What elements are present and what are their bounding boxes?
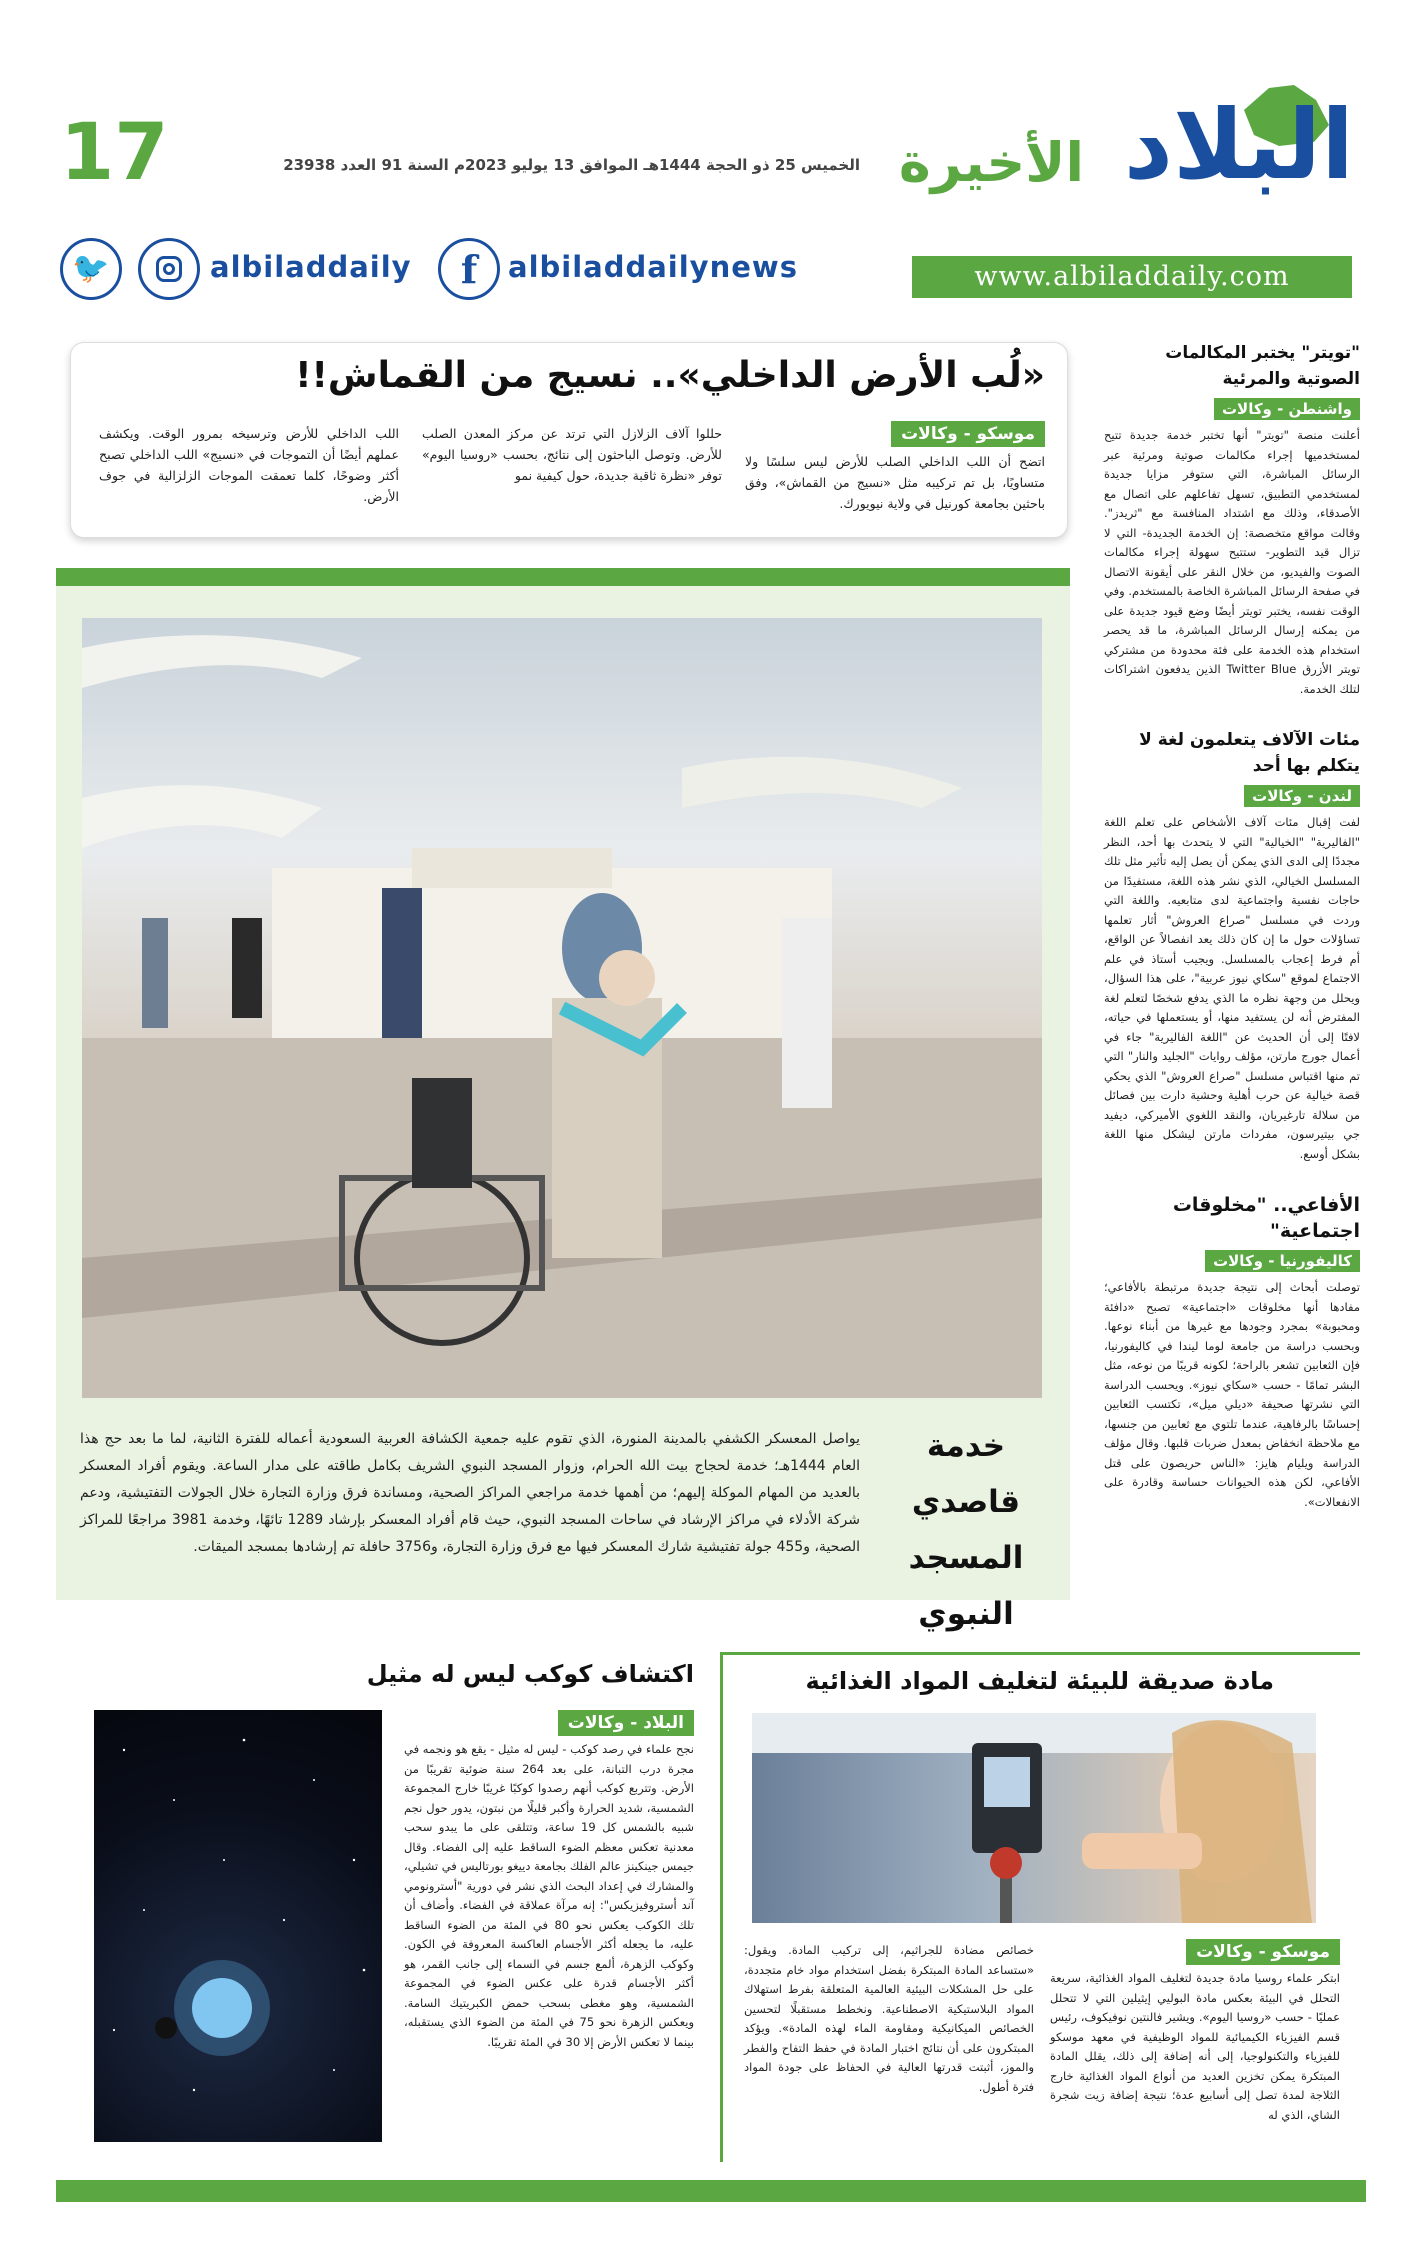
food-story-kicker: موسكو - وكالات	[1186, 1939, 1340, 1965]
sidebar-story-3	[1104, 1192, 1360, 1512]
photo-headline-line-3: النبوي	[918, 1596, 1014, 1632]
sidebar	[1104, 340, 1360, 1610]
facebook-icon[interactable]: f	[438, 238, 500, 300]
food-packaging-story	[720, 1652, 1360, 2162]
sidebar-story-3-kicker: كاليفورنيا - وكالات	[1205, 1250, 1360, 1272]
sidebar-story-2-text: لفت إقبال مئات آلاف الأشخاص على تعلم اللغة "الفاليرية" "الخيالية" التي لا يتحدث بها أحد، النظر مجددًا إلى الدى الذي يمكن أن يصل إليه تأثير مثل تلك المسلسل الخيالي، الذي نشر هذه اللغة، مستفيدًا من حاجات نفسية واجتماعية لدى متابعيه. واللغة التي وردت في مسلسل "صراع العروش" أثار تعلمها تساؤلات حول ما إن كان ذلك يعد انفصالاً عن الواقع، أم فرط إعجاب بالمسلسل. ويجيب أستاذ في علم الاجتماع لموقع "سكاي نيوز عربية"، على هذا السؤال، ويحلل من وجهة نظره ما الذي يدفع شخصًا لتعلم لغة المفترض أنه لن يستفيد منها، أو يستعملها في حياته، لافتًا إلى أن الحديث عن "اللغة الفاليرية" جاء في أعمال جورج مارتن، مؤلف روايات "الجليد والنار" التي تم منها اقتباس مسلسل "صراع العروش" الذي يحكي قصة خيالية عن حرب أهلية وحشية دارت بين فصائل من سلالة تارغيريان، والنقد اللغوي الأميركي، ديفيد جي بيتيرسون، مفردات مارتن ليشكل منها اللغة بشكل أوسع.	[1104, 815, 1360, 1161]
panel-top-bar	[56, 568, 1070, 586]
lead-story	[70, 342, 1068, 538]
planet-story-text: نجح علماء في رصد كوكب - ليس له مثيل - يقع هو ونجمه في مجرة درب التبانة، على بعد 264 سنة ضوئية تقريبًا من الأرض. وتتربع كوكب أنهم رصدوا كوكبًا غريبًا خارج المجموعة الشمسية، شديد الحرارة وأكبر قليلًا من نبتون، يدور حول نجم شبيه بالشمس كل 19 ساعة، وتتلقى على ما يبدو سحب معدنية تعكس معظم الضوء الساقط عليه إلى الفضاء. وقال جيمس جينكينز عالم الفلك بجامعة دييغو بورتاليس في تشيلي، والمشارك في إعداد البحث الذي نشر في دورية "أسترونومي آند أستروفيزيكس": إنه مرآة عملاقة في الفضاء. وأضاف أن تلك الكوكب يعكس نحو 80 في المئة من الضوء الساقط عليه، ما يجعله أكثر الأجسام العاكسة المعروفة في الكون. وكوكب الزهرة، ألمع جسم في السماء إلى جانب القمر، هو أكثر الأجسام قدرة على عكس الضوء في المجموعة الشمسية، وهو مغطى بسحب حمض الكبريتيك السامة. ويعكس الزهرة نحو 75 في المئة من الضوء الذي يستقبله، بينما لا تعكس الأرض إلا 30 في المئة تقريبًا.	[404, 1742, 694, 2049]
photo-story-panel	[56, 568, 1070, 1632]
planet-story	[94, 1652, 694, 2162]
food-story-col2: خصائص مضادة للجراثيم، إلى تركيب المادة. ويقول: «ستساعد المادة المبتكرة بفضل استخدام مواد خام متجددة، على حل المشكلات البيئية العالمية المتعلقة بفرط استهلاك المواد البلاستيكية الاصطناعية. ونخطط مستقبلًا لتحسين الخصائص الميكانيكية ومقاومة الماء لهذه المادة». ويؤكد المبتكرون على أن نتائج اختبار المادة في حفظ التفاح والفطر والموز، أثبتت قدرتها العالية في الحفاظ على جودة المواد فترة أطول.	[744, 1943, 1034, 2094]
planet-photo	[94, 1710, 382, 2142]
photo-headline-line-2: المسجد	[908, 1540, 1024, 1576]
section-title: الأخيرة	[898, 131, 1084, 194]
sidebar-story-1-kicker: واشنطن - وكالات	[1214, 398, 1360, 420]
sidebar-story-2-kicker: لندن - وكالات	[1244, 785, 1360, 807]
lead-story-col3: اللب الداخلي للأرض وترسيخه بمرور الوقت. ويكشف عملهم أيضًا أن التموجات في «نسيج» اللب الداخلي تصبح أكثر وضوحًا، كلما تعمقت الموجات الزلزالية في جوف الأرض.	[99, 426, 399, 504]
mosque-photo	[82, 618, 1042, 1398]
lab-photo	[752, 1713, 1316, 1923]
sidebar-story-1-title: "تويتر" يختبر المكالمات الصوتية والمرئية	[1165, 343, 1360, 389]
website-bar[interactable]	[912, 256, 1352, 298]
sidebar-story-1-text: أعلنت منصة "تويتر" أنها تختبر خدمة جديدة تتيح لمستخدميها إجراء مكالمات صوتية ومرئية عبر الرسائل المباشرة، التي ستوفر مزايا جديدة لمستخدمي التطبيق، تسهل تفاعلهم على اتصال مع الأصدقاء، وذلك مع اشتداد المنافسة مع "ثريدز". وقالت مواقع متخصصة: إن الخدمة الجديدة- التي لا تزال قيد التطوير- ستتيح سهولة إجراء مكالمات الصوت والفيديو، من خلال النقر على أيقونة الاتصال في صفحة الرسائل المباشرة الخاصة بالمستخدم. وفي الوقت نفسه، يختبر تويتر أيضًا وضع قيود جديدة على من يمكنه إرسال الرسائل المباشرة، ما قد يحصر استخدام هذه الخدمة على فئة محدودة من مشتركي تويتر الأزرق Twitter Blue الذين يدفعون اشتراكات لتلك الخدمة.	[1104, 428, 1360, 696]
photo-story-headline	[886, 1418, 1046, 1642]
photo-headline-line-1: خدمة قاصدي	[911, 1428, 1021, 1520]
instagram-handle[interactable]: albiladdaily	[210, 250, 412, 284]
planet-story-kicker: البلاد - وكالات	[558, 1710, 694, 1736]
social-row	[60, 236, 820, 302]
photo-story-text: يواصل المعسكر الكشفي بالمدينة المنورة، الذي تقوم عليه جمعية الكشافة العربية السعودية أعماله للفترة الثانية، لما ما بعد حج هذا العام 1444هـ؛ خدمة لحجاج بيت الله الحرام، وزوار المسجد النبوي الشريف بكامل طاقته على مدار الساعة. ويقوم أفراد المعسكر بالعديد من المهام الموكلة إليهم؛ من أهمها خدمة مراجعي المراكز الصحية، ومساندة فرق وزارة التجارة خلال الجولات التفتيشية، ودعم شركة الأدلاء في مراكز الإرشاد في ساحات المسجد النبوي، حيث قام أفراد المعسكر بإرشاد 1289 تائهًا، وخدمة 3981 مراجعًا للمراكز الصحية، و455 جولة تفتيشية شارك المعسكر فيها مع فرق وزارة التجارة، و3756 حافلة تم إرشادها بمسجد الميقات.	[80, 1431, 861, 1555]
food-story-title: مادة صديقة للبيئة لتغليف المواد الغذائية	[805, 1667, 1274, 1695]
sidebar-story-3-text: توصلت أبحاث إلى نتيجة جديدة مرتبطة بالأفاعي؛ مفادها أنها مخلوقات «اجتماعية» تصبح «دافئة ومحبوبة» بمجرد وجودها مع غيرها من أبناء نوعها. وبحسب دراسة من جامعة لوما ليندا في كاليفورنيا، فإن الثعابين تشعر بالراحة؛ لكونه قريبًا من نوعه، مثل البشر تمامًا - حسب «سكاي نيوز». ويحسب الدراسة التي نشرتها صحيفة «ديلي ميل»، تكتسب الثعابين إحساسًا بالرفاهية، عندما تلتوي مع ثعابين من جنسها، مع ملاحظة انخفاض بمعدل ضربات قلبها. وقال مؤلف الدراسة ويليام هايز: «الناس حريصون على قتل الأفاعي، لكن هذه الحيوانات حساسة وقادرة على الانفعالات».	[1104, 1280, 1360, 1509]
sidebar-story-2-title: مئات الآلاف يتعلمون لغة لا يتكلم بها أحد	[1139, 730, 1360, 776]
sidebar-story-3-title: الأفاعي.. "مخلوقات اجتماعية"	[1172, 1194, 1360, 1242]
page-number: 17	[60, 108, 169, 198]
lead-story-col1: اتضح أن اللب الداخلي الصلب للأرض ليس سلسًا ولا متساويًا، بل تم تركيبه مثل «نسيج من القماش»، وفق باحثين بجامعة كورنيل في ولاية نيويورك.	[745, 454, 1045, 511]
food-story-col1: ابتكر علماء روسيا مادة جديدة لتغليف المواد الغذائية، سريعة التحلل في البيئة بعكس مادة البوليي إيثيلين التي لا تتحلل عمليًا - حسب «روسيا اليوم». ويشير فالنتين نوفيكوف، رئيس قسم الفيزياء الكيميائية للمواد الوظيفية في معهد موسكو للفيزياء والتكنولوجيا، إلى أنه إضافة إلى ذلك، يقلل المادة المبتكرة يمكن تخزين العديد من أنواع المواد الغذائية خارج الثلاجة لمدة تصل إلى أسابيع عدة؛ نتيجة إضافة زيت شجرة الشاي، الذي له	[1050, 1971, 1340, 2122]
sidebar-story-1	[1104, 340, 1360, 699]
masthead-title: البلاد	[1123, 89, 1354, 201]
website-url[interactable]: www.albiladdaily.com	[974, 261, 1290, 292]
lead-story-title: «لُب الأرض الداخلي».. نسيج من القماش!!	[295, 355, 1045, 396]
sidebar-story-2	[1104, 727, 1360, 1164]
lead-story-kicker: موسكو - وكالات	[891, 421, 1045, 447]
footer-bar	[56, 2180, 1366, 2202]
planet-story-title: اكتشاف كوكب ليس له مثيل	[366, 1660, 694, 1688]
twitter-icon[interactable]: 🐦	[60, 238, 122, 300]
lead-story-col2: حللوا آلاف الزلازل التي ترتد عن مركز المعدن الصلب للأرض. وتوصل الباحثون إلى نتائج، بحسب «روسيا اليوم» توفر «نظرة ثاقبة جديدة، حول كيفية نمو	[422, 426, 722, 483]
masthead	[844, 80, 1354, 210]
instagram-icon[interactable]	[138, 238, 200, 300]
date-line: الخميس 25 ذو الحجة 1444هـ الموافق 13 يوليو 2023م السنة 91 العدد 23938	[283, 156, 860, 174]
facebook-handle[interactable]: albiladdailynews	[508, 250, 798, 284]
